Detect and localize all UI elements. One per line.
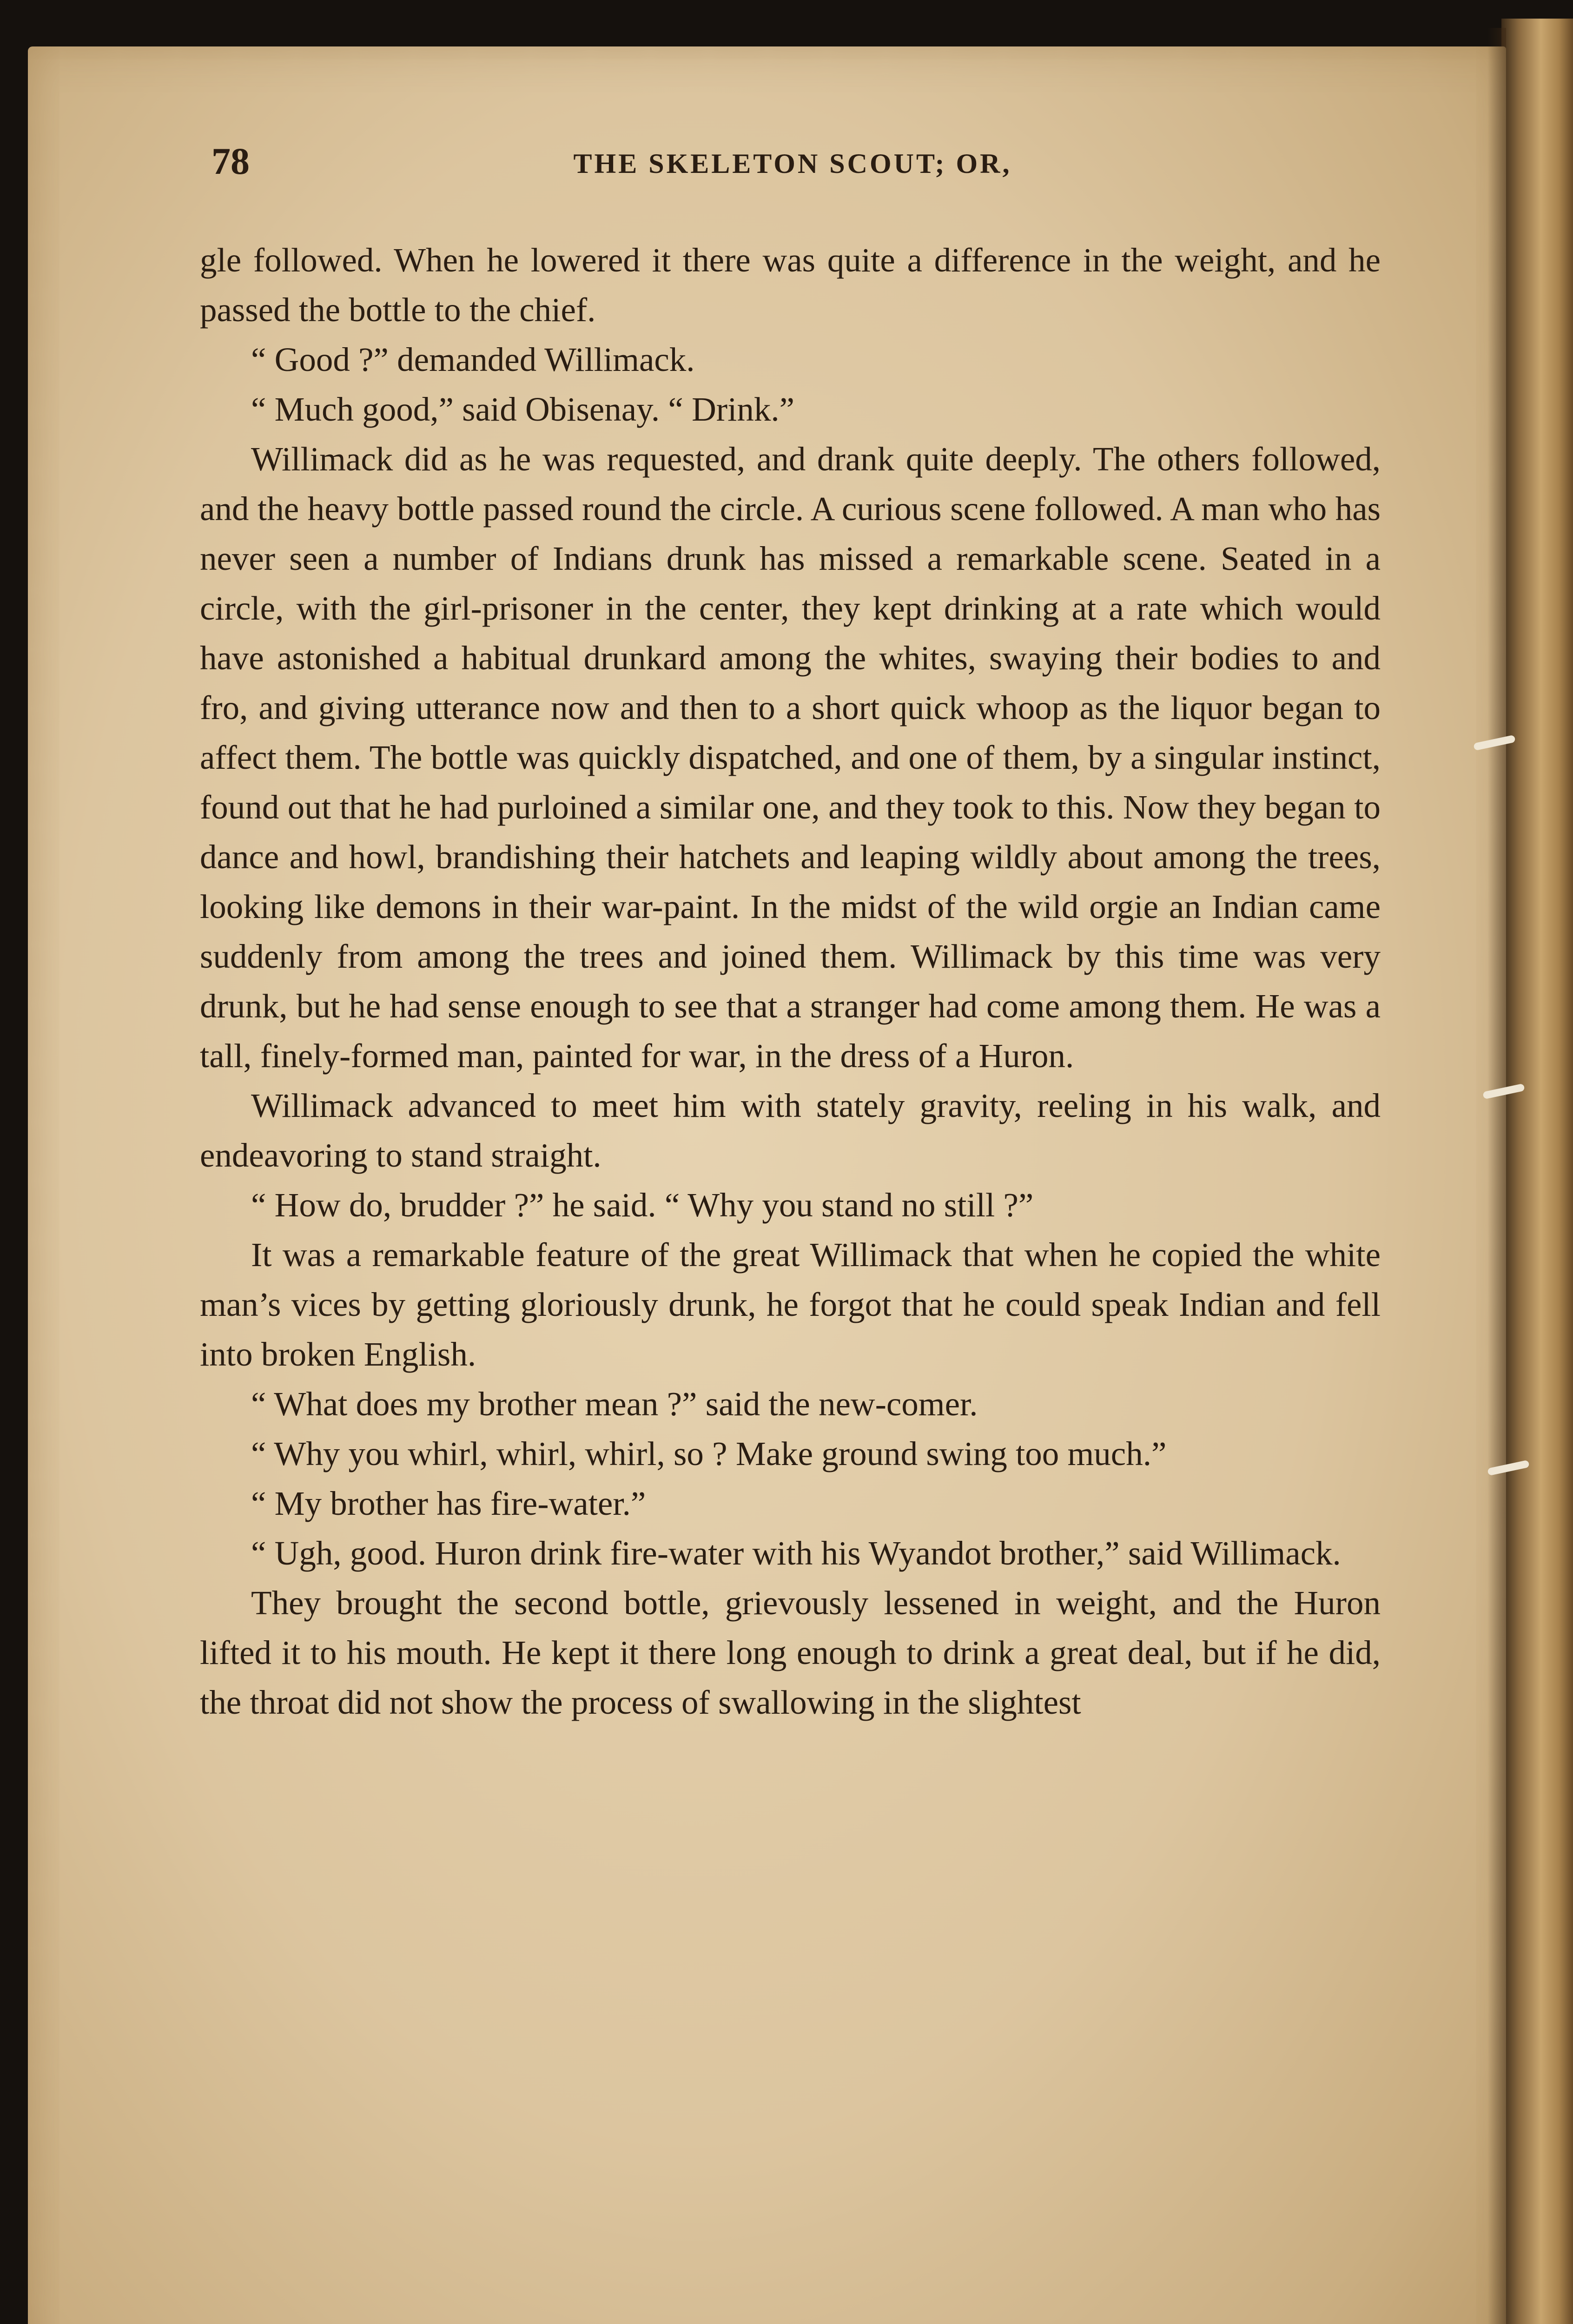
- gutter-shadow: [1487, 28, 1506, 2324]
- paragraph: “ My brother has fire-water.”: [251, 1485, 646, 1522]
- paragraph: “ Ugh, good. Huron drink fire-water with his Wyandot brother,” said Willimack.: [251, 1534, 1341, 1572]
- paragraph: It was a remarkable feature of the great Willimack that when he copied the white man’s vices by getting gloriously drunk, he forgot that he could speak Indian and fell into broken English.: [200, 1236, 1381, 1373]
- page-header: [211, 139, 1374, 191]
- running-head: THE SKELETON SCOUT; OR,: [573, 148, 1012, 179]
- paragraph: Willimack advanced to meet him with stately gravity, reeling in his walk, and endeavoring to stand straight.: [200, 1087, 1381, 1174]
- paragraph: Willimack did as he was requested, and drank quite deeply. The others followed, and the heavy bottle passed round the circle. A curious scene followed. A man who has never seen a number of Indians drunk has missed a remarkable scene. Seated in a circle, with the girl-prisoner in the center, they kept drinking at a rate which would have astonished a habitual drunkard among the whites, swaying their bodies to and fro, and giving utterance now and then to a short quick whoop as the liquor began to affect them. The bottle was quickly dispatched, and one of them, by a singular instinct, found out that he had purloined a similar one, and they took to this. Now they began to dance and howl, brandishing their hatchets and leaping wildly about among the trees, looking like demons in their war-paint. In the midst of the wild orgie an Indian came suddenly from among the trees and joined them. Willimack by this time was very drunk, but he had sense enough to see that a stranger had come among them. He was a tall, finely-formed man, painted for war, in the dress of a Huron.: [200, 440, 1381, 1075]
- paragraph: “ How do, brudder ?” he said. “ Why you stand no still ?”: [251, 1186, 1034, 1224]
- body-text: [200, 235, 1381, 1727]
- paragraph: “ What does my brother mean ?” said the new-comer.: [251, 1385, 978, 1423]
- paragraph: “ Why you whirl, whirl, whirl, so ? Make ground swing too much.”: [251, 1435, 1167, 1472]
- paragraph: “ Good ?” demanded Willimack.: [251, 341, 695, 378]
- paragraph: “ Much good,” said Obisenay. “ Drink.”: [251, 390, 795, 428]
- paragraph: They brought the second bottle, grievously lessened in weight, and the Huron lifted it to his mouth. He kept it there long enough to drink a great deal, but if he did, the throat did not show the process of swallowing in the slightest: [200, 1584, 1381, 1721]
- paragraph: gle followed. When he lowered it there was quite a difference in the weight, and he passed the bottle to the chief.: [200, 241, 1381, 329]
- book-spine-gutter: [1501, 19, 1573, 2324]
- page-number: 78: [211, 140, 250, 182]
